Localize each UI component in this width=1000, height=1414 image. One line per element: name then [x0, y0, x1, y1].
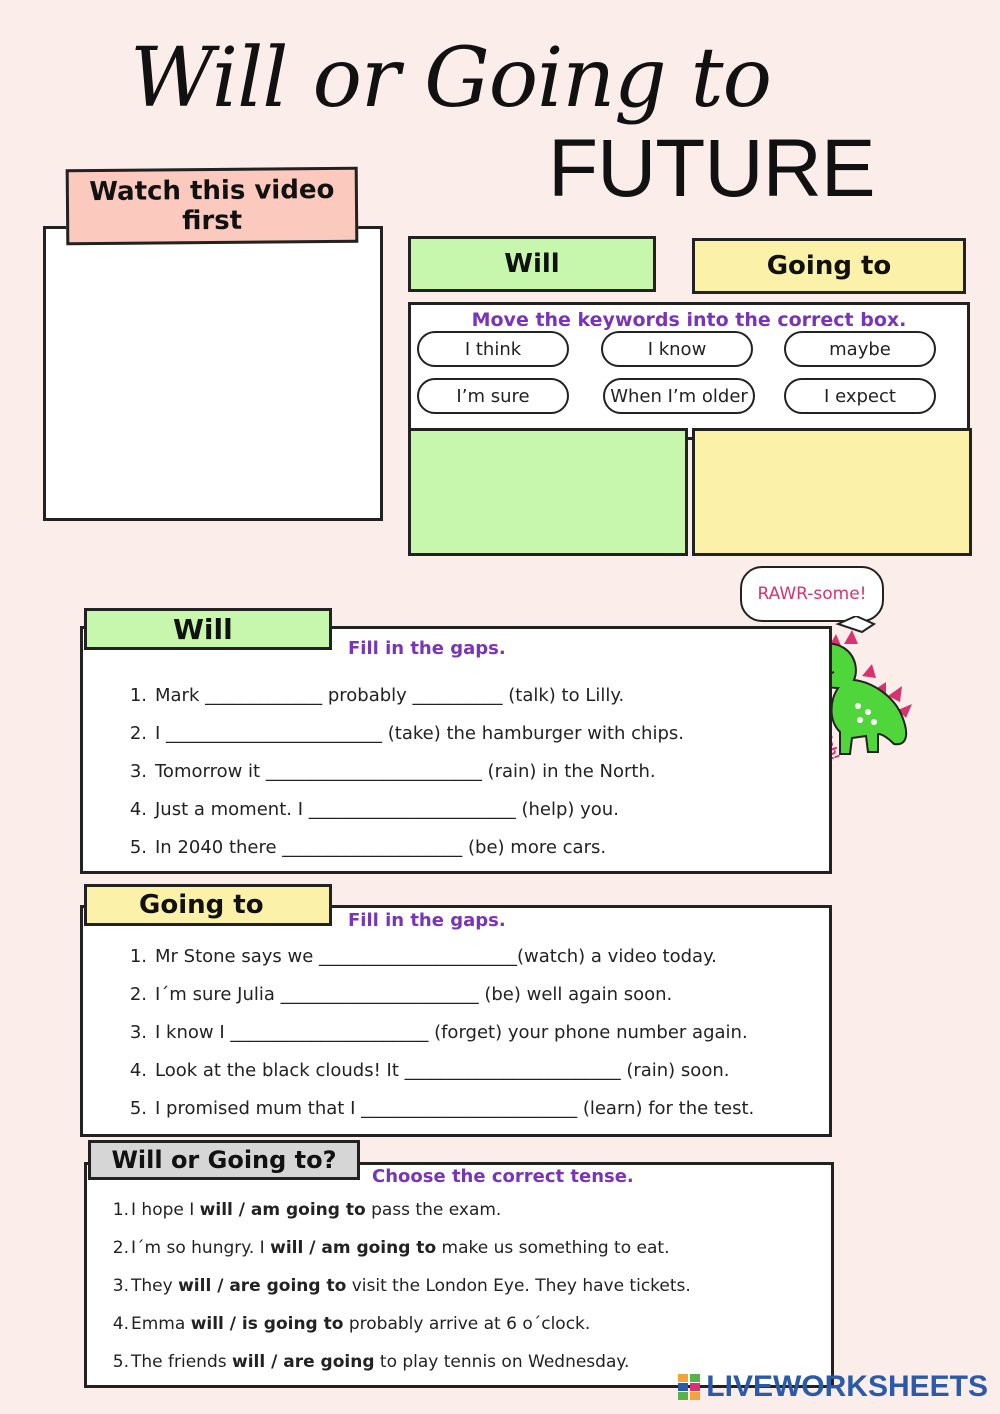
keyword-i-expect[interactable]: I expect: [784, 378, 936, 414]
choose-item[interactable]: 5. The friends will / are going to play tennis on Wednesday.: [112, 1352, 630, 1372]
keyword-when-im-older[interactable]: When I’m older: [603, 378, 755, 414]
keyword-i-know[interactable]: I know: [601, 331, 753, 367]
will-drop-box[interactable]: [408, 428, 688, 556]
will-header-label: Will: [504, 249, 560, 279]
going-item[interactable]: 5. I promised mum that I ________________________ (learn) for the test.: [129, 1098, 755, 1119]
choose-item[interactable]: 4. Emma will / is going to probably arrive at 6 o´clock.: [112, 1314, 591, 1334]
keyword-im-sure[interactable]: I’m sure: [417, 378, 569, 414]
title-future: FUTURE: [548, 123, 875, 214]
choose-item[interactable]: 2. I´m so hungry. I will / am going to make us something to eat.: [112, 1238, 670, 1258]
choose-section-label: Will or Going to?: [111, 1146, 337, 1174]
speech-bubble: RAWR-some!: [740, 566, 884, 622]
will-item[interactable]: 4. Just a moment. I _______________________ (help) you.: [129, 799, 619, 820]
tense-option[interactable]: will / is going to: [190, 1314, 344, 1334]
will-item[interactable]: 2. I ________________________ (take) the hamburger with chips.: [129, 723, 684, 744]
choose-item[interactable]: 1. I hope I will / am going to pass the exam.: [112, 1200, 502, 1220]
video-tab: [66, 167, 359, 246]
going-item[interactable]: 3. I know I ______________________ (forget) your phone number again.: [129, 1022, 748, 1043]
choose-section-tab: [88, 1140, 360, 1180]
will-header: [408, 236, 656, 292]
video-box[interactable]: [43, 226, 383, 521]
choose-instruction: Choose the correct tense.: [372, 1166, 634, 1187]
going-drop-box[interactable]: [692, 428, 972, 556]
choose-exercise-box: [84, 1162, 834, 1388]
keyword-instruction: Move the keywords into the correct box.: [471, 309, 907, 331]
going-item[interactable]: 4. Look at the black clouds! It ________________________ (rain) soon.: [129, 1060, 730, 1081]
will-section-label: Will: [173, 612, 233, 646]
keyword-i-think[interactable]: I think: [417, 331, 569, 367]
logo-text: LIVEWORKSHEETS: [706, 1370, 988, 1403]
logo-icon: [678, 1374, 700, 1400]
tense-option[interactable]: will / am going to: [199, 1200, 366, 1220]
going-header: [692, 238, 966, 294]
keyword-maybe[interactable]: maybe: [784, 331, 936, 367]
going-item[interactable]: 1. Mr Stone says we ______________________(watch) a video today.: [129, 946, 717, 967]
choose-item[interactable]: 3. They will / are going to visit the London Eye. They have tickets.: [112, 1276, 691, 1296]
liveworksheets-logo: [678, 1370, 988, 1404]
title-script: Will or Going to: [130, 31, 772, 126]
will-item[interactable]: 5. In 2040 there ____________________ (be) more cars.: [129, 837, 607, 858]
will-item[interactable]: 3. Tomorrow it ________________________ (rain) in the North.: [129, 761, 656, 782]
going-item[interactable]: 2. I´m sure Julia ______________________ (be) well again soon.: [129, 984, 673, 1005]
going-section-tab: [84, 884, 332, 926]
going-section-label: Going to: [139, 890, 264, 920]
tense-option[interactable]: will / are going: [232, 1352, 375, 1372]
keyword-panel: [408, 302, 970, 440]
tense-option[interactable]: will / are going to: [178, 1276, 347, 1296]
will-section-tab: [84, 608, 332, 650]
video-tab-label: Watch this video first: [89, 174, 335, 237]
will-item[interactable]: 1. Mark _____________ probably __________ (talk) to Lilly.: [129, 685, 625, 706]
going-header-label: Going to: [766, 251, 892, 281]
will-exercise-box: [80, 626, 832, 874]
going-exercise-box: [80, 905, 832, 1137]
tense-option[interactable]: will / am going to: [270, 1238, 437, 1258]
will-instruction: Fill in the gaps.: [348, 638, 506, 659]
going-instruction: Fill in the gaps.: [348, 910, 506, 931]
